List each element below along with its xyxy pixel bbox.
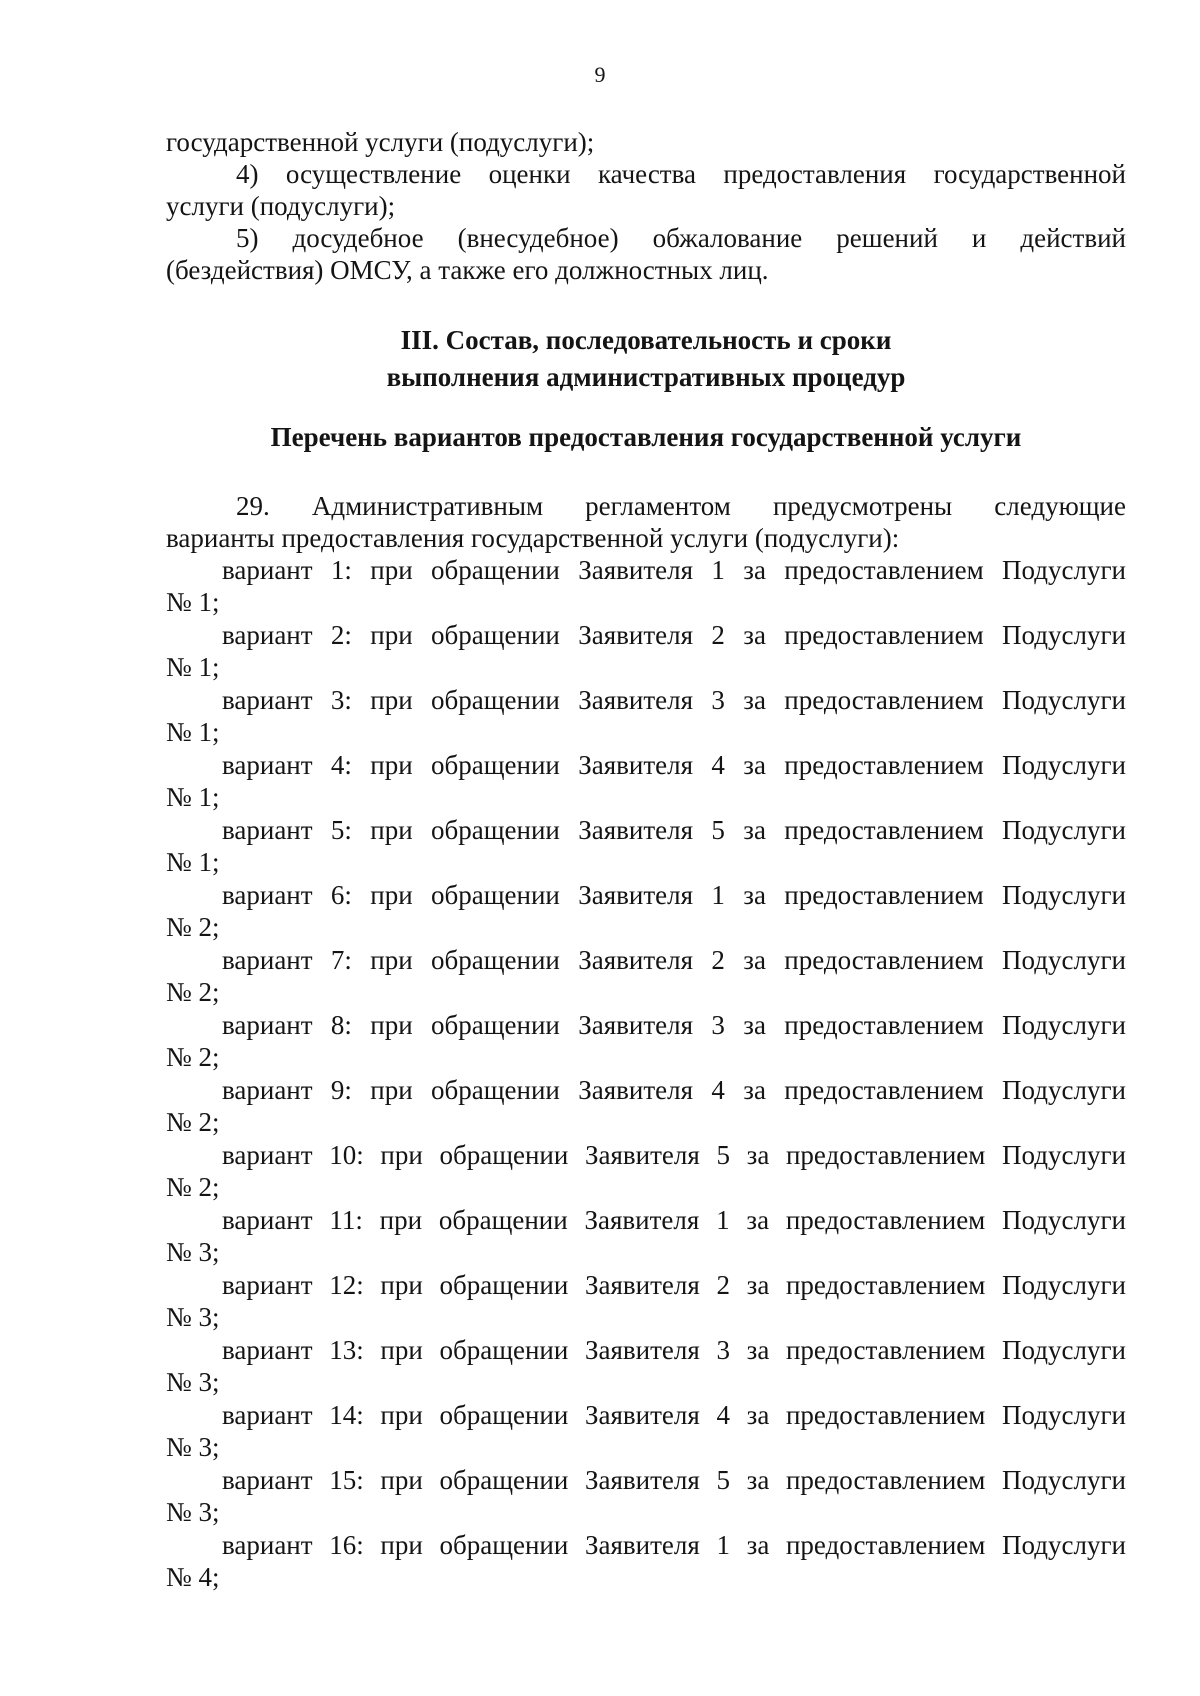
- variant-item: [166, 814, 1126, 878]
- variant-text: вариант 7: при обращении Заявителя 2 за предоставлением Подуслуги: [222, 945, 1126, 975]
- variant-number: № 3;: [166, 1302, 220, 1332]
- variant-text: вариант 8: при обращении Заявителя 3 за предоставлением Подуслуги: [222, 1010, 1126, 1040]
- page-number: 9: [594, 62, 606, 87]
- section-title-line-2: выполнения административных процедур: [386, 362, 906, 392]
- variant-text: вариант 9: при обращении Заявителя 4 за предоставлением Подуслуги: [222, 1075, 1126, 1105]
- variant-number: № 4;: [166, 1562, 220, 1592]
- variant-text: вариант 16: при обращении Заявителя 1 за предоставлением Подуслуги: [222, 1530, 1126, 1560]
- variant-item: [166, 1009, 1126, 1073]
- variant-text: вариант 12: при обращении Заявителя 2 за предоставлением Подуслуги: [222, 1270, 1126, 1300]
- variant-item: [166, 1204, 1126, 1268]
- variant-text: вариант 2: при обращении Заявителя 2 за предоставлением Подуслуги: [222, 620, 1126, 650]
- item-4-line-2: услуги (подуслуги);: [166, 191, 396, 221]
- variant-number: № 1;: [166, 847, 220, 877]
- intro-line: государственной услуги (подуслуги);: [166, 127, 595, 157]
- variant-text: вариант 15: при обращении Заявителя 5 за предоставлением Подуслуги: [222, 1465, 1126, 1495]
- variant-number: № 2;: [166, 1042, 220, 1072]
- variant-number: № 1;: [166, 652, 220, 682]
- variant-item: [166, 1139, 1126, 1203]
- section-title: [166, 322, 1126, 396]
- variant-number: № 3;: [166, 1497, 220, 1527]
- variant-item: [166, 749, 1126, 813]
- variant-text: вариант 4: при обращении Заявителя 4 за предоставлением Подуслуги: [222, 750, 1126, 780]
- variant-text: вариант 10: при обращении Заявителя 5 за предоставлением Подуслуги: [222, 1140, 1126, 1170]
- section-title-line-1: III. Состав, последовательность и сроки: [400, 325, 892, 355]
- variant-text: вариант 14: при обращении Заявителя 4 за предоставлением Подуслуги: [222, 1400, 1126, 1430]
- variant-text: вариант 5: при обращении Заявителя 5 за предоставлением Подуслуги: [222, 815, 1126, 845]
- variant-item: [166, 1334, 1126, 1398]
- item-4-line-1: 4) осуществление оценки качества предоставления государственной: [236, 159, 1126, 189]
- variant-item: [166, 619, 1126, 683]
- paragraph-29-line-2: варианты предоставления государственной услуги (подуслуги):: [166, 523, 900, 553]
- variant-text: вариант 11: при обращении Заявителя 1 за предоставлением Подуслуги: [222, 1205, 1126, 1235]
- variant-number: № 1;: [166, 587, 220, 617]
- variant-number: № 3;: [166, 1237, 220, 1267]
- variant-number: № 3;: [166, 1432, 220, 1462]
- variant-item: [166, 1269, 1126, 1333]
- variant-number: № 2;: [166, 912, 220, 942]
- variant-text: вариант 1: при обращении Заявителя 1 за предоставлением Подуслуги: [222, 555, 1126, 585]
- variant-item: [166, 1074, 1126, 1138]
- variant-item: [166, 1464, 1126, 1528]
- variant-number: № 2;: [166, 1172, 220, 1202]
- variant-item: [166, 944, 1126, 1008]
- variant-item: [166, 879, 1126, 943]
- variant-text: вариант 6: при обращении Заявителя 1 за предоставлением Подуслуги: [222, 880, 1126, 910]
- item-5-line-2: (бездействия) ОМСУ, а также его должностных лиц.: [166, 255, 769, 285]
- variant-text: вариант 3: при обращении Заявителя 3 за предоставлением Подуслуги: [222, 685, 1126, 715]
- item-5-line-1: 5) досудебное (внесудебное) обжалование решений и действий: [236, 223, 1126, 253]
- variant-number: № 3;: [166, 1367, 220, 1397]
- variant-text: вариант 13: при обращении Заявителя 3 за предоставлением Подуслуги: [222, 1335, 1126, 1365]
- variant-number: № 2;: [166, 977, 220, 1007]
- variant-item: [166, 1399, 1126, 1463]
- variant-item: [166, 554, 1126, 618]
- variant-item: [166, 684, 1126, 748]
- paragraph-29-line-1: 29. Административным регламентом предусмотрены следующие: [236, 491, 1126, 521]
- variant-item: [166, 1529, 1126, 1593]
- variant-number: № 1;: [166, 717, 220, 747]
- variant-number: № 1;: [166, 782, 220, 812]
- section-subtitle: Перечень вариантов предоставления государственной услуги: [270, 422, 1022, 452]
- variant-number: № 2;: [166, 1107, 220, 1137]
